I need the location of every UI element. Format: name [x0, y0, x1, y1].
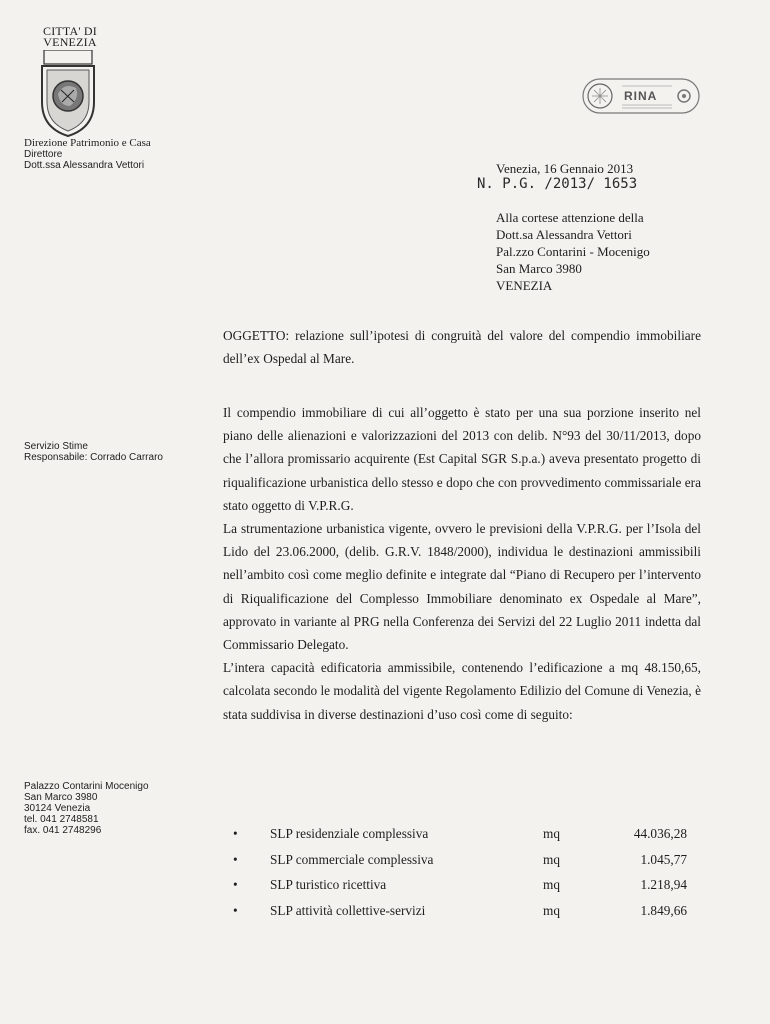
item-label: SLP turistico ricettiva	[270, 877, 387, 892]
service-block	[24, 441, 163, 463]
address-fax: fax. 041 2748296	[24, 825, 102, 836]
service-name: Servizio Stime	[24, 441, 88, 452]
item-value: 44.036,28	[633, 826, 687, 841]
address-block	[24, 781, 149, 836]
attention-line: Pal.zzo Contarini - Mocenigo	[496, 244, 650, 259]
attention-line: Alla cortese attenzione della	[496, 210, 644, 225]
address-tel: tel. 041 2748581	[24, 814, 99, 825]
venice-crest-icon	[36, 50, 100, 138]
item-unit: mq	[543, 902, 560, 918]
paragraph: L’intera capacità edificatoria ammissibile, contenendo l’edificazione a mq 48.150,65, calcolata secondo le modalità del vigente Regolamento Edilizio del Comune di Venezia, è stata suddivisa in diverse destinazioni d’uso così come di seguito:	[223, 660, 701, 722]
attention-block	[496, 209, 650, 294]
slp-list	[233, 826, 703, 928]
protocol-number: N. P.G. /2013/ 1653	[477, 176, 638, 192]
service-responsible: Responsabile: Corrado Carraro	[24, 452, 163, 463]
subject	[223, 324, 701, 370]
logo-name-line: VENEZIA	[43, 35, 97, 49]
item-unit: mq	[543, 826, 560, 841]
item-value: 1.218,94	[640, 877, 687, 892]
paragraph: La strumentazione urbanistica vigente, ovvero le previsioni della V.P.R.G. per l’Isola del Lido del 23.06.2000, (delib. G.R.V. 1848/2000), individua le destinazioni ammissibili nell’ambito così come meglio definite e integrate dal “Piano di Recupero per l’intervento di Riqualificazione del Complesso Immobiliare denominato ex Ospedale al Mare”, approvato in variante al PRG nella Conferenza dei Servizi del 22 Luglio 2011 indetta dal Commissario Delegato.	[223, 521, 701, 653]
list-item: • SLP residenziale complessiva mq 44.036,28	[233, 826, 687, 841]
item-label: SLP residenziale complessiva	[270, 826, 429, 841]
rina-certification-stamp	[582, 78, 700, 114]
place-date: Venezia, 16 Gennaio 2013	[496, 161, 634, 176]
rina-brand-text: RINA	[624, 89, 658, 103]
address-city: 30124 Venezia	[24, 803, 91, 814]
logo-city-line: CITTA' DI	[43, 24, 97, 38]
letter-body	[223, 401, 701, 726]
item-value: 1.849,66	[640, 902, 687, 918]
paragraph: Il compendio immobiliare di cui all’oggetto è stato per una sua porzione inserito nel piano delle alienazioni e valorizzazioni del 2013 con delib. N°93 del 30/11/2013, dopo che l’allora promissario acquirente (Est Capital SGR S.p.a.) aveva presentato progetto di riqualificazione urbanistica dello stesso e dopo che con provvedimento commissariale era stato oggetto di V.P.R.G.	[223, 405, 701, 513]
list-item: • SLP attività collettive-servizi mq 1.849,66	[233, 902, 687, 918]
address-building: Palazzo Contarini Mocenigo	[24, 781, 149, 792]
address-street: San Marco 3980	[24, 792, 98, 803]
attention-line: VENEZIA	[496, 278, 553, 293]
list-item: • SLP turistico ricettiva mq 1.218,94	[233, 877, 687, 892]
subject-text: OGGETTO: relazione sull’ipotesi di congruità del valore del compendio immobiliare dell’ex Ospedal al Mare.	[223, 328, 701, 367]
sender-role: Direttore	[24, 149, 63, 160]
item-unit: mq	[543, 851, 560, 867]
attention-line: San Marco 3980	[496, 261, 582, 276]
item-label: SLP commerciale complessiva	[270, 851, 434, 867]
item-unit: mq	[543, 877, 560, 892]
list-item: • SLP commerciale complessiva mq 1.045,77	[233, 851, 687, 867]
city-logo-text	[37, 26, 103, 48]
item-value: 1.045,77	[640, 851, 687, 867]
attention-line: Dott.sa Alessandra Vettori	[496, 227, 632, 242]
sender-name: Dott.ssa Alessandra Vettori	[24, 160, 145, 171]
sender-department: Direzione Patrimonio e Casa	[24, 137, 151, 149]
item-label: SLP attività collettive-servizi	[270, 902, 426, 918]
sender-block	[24, 138, 151, 171]
